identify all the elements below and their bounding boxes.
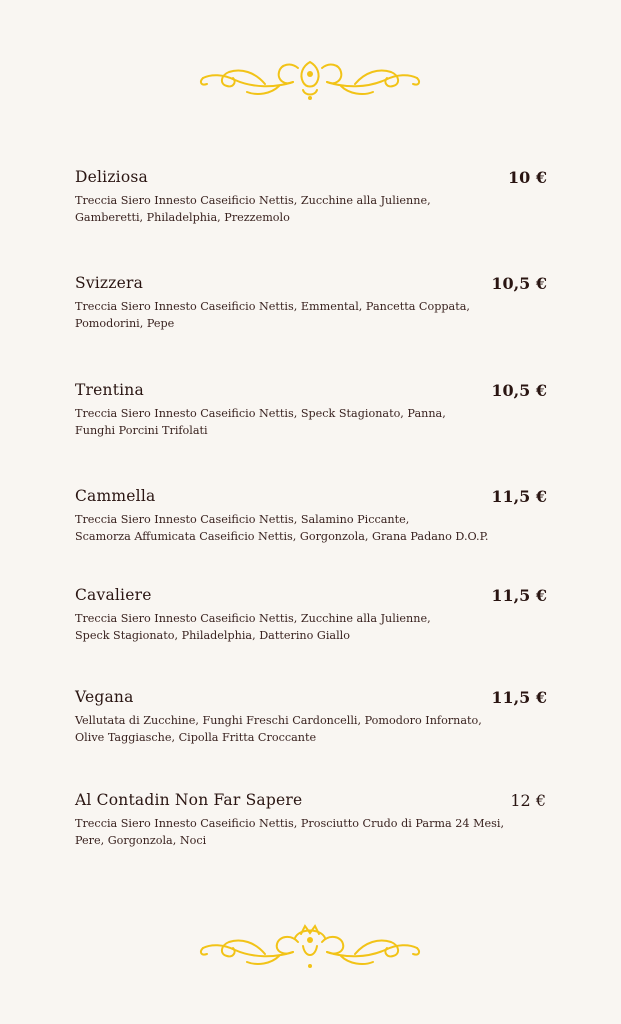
item-description xyxy=(75,405,485,439)
item-name: Cavaliere xyxy=(75,586,152,604)
bottom-flourish-ornament xyxy=(195,924,425,974)
item-description-line: Treccia Siero Innesto Caseificio Nettis, Salamino Piccante, xyxy=(75,513,410,526)
item-description-line: Vellutata di Zucchine, Funghi Freschi Cardoncelli, Pomodoro Infornato, xyxy=(75,714,482,727)
item-description-line: Treccia Siero Innesto Caseificio Nettis, Prosciutto Crudo di Parma 24 Mesi, xyxy=(75,817,505,830)
top-flourish-ornament xyxy=(195,54,425,104)
item-description-line: Gamberetti, Philadelphia, Prezzemolo xyxy=(75,211,290,224)
item-description-line: Funghi Porcini Trifolati xyxy=(75,424,208,437)
item-price: 11,5 € xyxy=(491,586,547,605)
item-name: Deliziosa xyxy=(75,168,148,186)
item-price: 11,5 € xyxy=(491,688,547,707)
item-description xyxy=(75,712,485,746)
item-price: 11,5 € xyxy=(491,487,547,506)
item-description-line: Speck Stagionato, Philadelphia, Datterino Giallo xyxy=(75,629,350,642)
item-description xyxy=(75,610,485,644)
flourish-icon xyxy=(195,54,425,104)
item-name: Al Contadin Non Far Sapere xyxy=(75,791,303,809)
item-description-line: Pere, Gorgonzola, Noci xyxy=(75,834,207,847)
item-description xyxy=(75,815,505,849)
item-description-line: Olive Taggiasche, Cipolla Fritta Croccante xyxy=(75,731,317,744)
item-description xyxy=(75,298,485,332)
flourish-icon xyxy=(195,924,425,974)
item-description xyxy=(75,192,485,226)
item-name: Vegana xyxy=(75,688,134,706)
item-description-line: Treccia Siero Innesto Caseificio Nettis, Emmental, Pancetta Coppata, xyxy=(75,300,470,313)
item-price: 10 € xyxy=(508,168,547,187)
item-description-line: Scamorza Affumicata Caseificio Nettis, Gorgonzola, Grana Padano D.O.P. xyxy=(75,530,489,543)
item-description-line: Pomodorini, Pepe xyxy=(75,317,175,330)
item-price: 12 € xyxy=(510,791,546,810)
item-price: 10,5 € xyxy=(491,274,547,293)
item-name: Svizzera xyxy=(75,274,144,292)
item-description-line: Treccia Siero Innesto Caseificio Nettis, Zucchine alla Julienne, xyxy=(75,194,431,207)
item-price: 10,5 € xyxy=(491,381,547,400)
item-description-line: Treccia Siero Innesto Caseificio Nettis, Speck Stagionato, Panna, xyxy=(75,407,446,420)
item-name: Trentina xyxy=(75,381,144,399)
item-description-line: Treccia Siero Innesto Caseificio Nettis, Zucchine alla Julienne, xyxy=(75,612,431,625)
item-description xyxy=(75,511,490,545)
item-name: Cammella xyxy=(75,487,156,505)
